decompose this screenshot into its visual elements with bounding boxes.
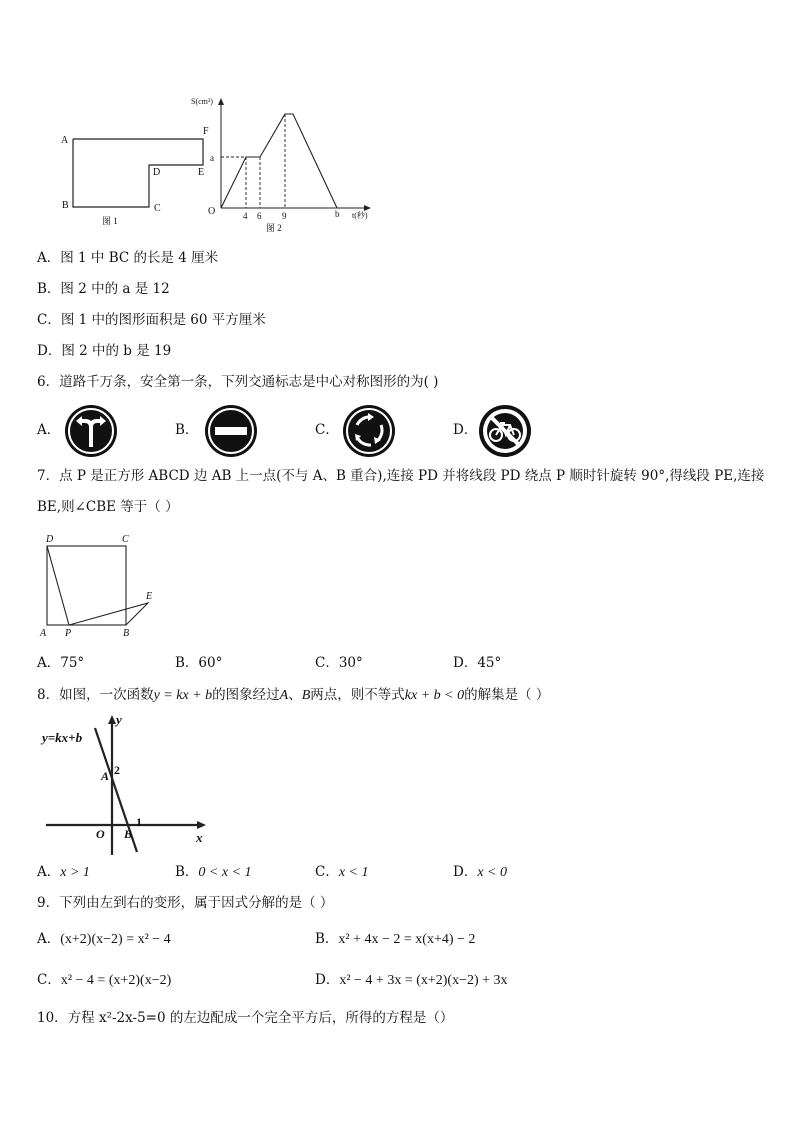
- q8-stem-func: y = kx + b: [153, 688, 213, 703]
- q8-stem-prefix: 8．如图，一次函数: [37, 687, 154, 703]
- q8-linear-graph: [40, 710, 215, 860]
- q7-option-a[interactable]: A．75°: [37, 655, 85, 671]
- fig2-tick-4: 4: [243, 211, 248, 221]
- q8-point-b: B: [124, 827, 133, 841]
- q8-stem-mid2: 两点，则不等式: [310, 687, 405, 703]
- roundabout-sign-icon[interactable]: [341, 403, 397, 459]
- fig2-b-label: b: [335, 209, 340, 219]
- q9-option-d-expr: x² − 4 + 3x = (x+2)(x−2) + 3x: [339, 973, 508, 988]
- q8-y-intercept: 2: [114, 763, 120, 777]
- q7-stem-line1: 7．点 P 是正方形 ABCD 边 AB 上一点(不与 A、B 重合),连接 PD 并将线段 PD 绕点 P 顺时针旋转 90°,得线段 PE,连接: [37, 468, 765, 484]
- fig1-polygon: [73, 139, 203, 207]
- q7-label-d: D: [46, 534, 54, 545]
- q8-y-label: y: [116, 712, 122, 727]
- q5-option-c[interactable]: C．图 1 中的图形面积是 60 平方厘米: [37, 312, 266, 328]
- q9-option-b-letter: B．: [315, 931, 339, 947]
- q9-option-c-expr: x² − 4 = (x+2)(x−2): [60, 973, 172, 988]
- q6-stem: 6．道路千万条，安全第一条，下列交通标志是中心对称图形的为( ): [37, 374, 439, 390]
- fig1-caption: 图 1: [102, 216, 118, 226]
- q9-option-b-expr: x² + 4x − 2 = x(x+4) − 2: [338, 932, 476, 947]
- fig2-origin: O: [208, 206, 216, 217]
- q8-option-c-letter: C．: [315, 864, 339, 880]
- q8-origin: O: [96, 827, 105, 841]
- q6-option-c-letter: C．: [315, 422, 339, 438]
- q8-option-c[interactable]: [315, 863, 369, 882]
- q10-stem: 10．方程 x²-2x-5=0 的左边配成一个完全平方后，所得的方程是（）: [37, 1010, 454, 1026]
- fig1-label-c: C: [154, 203, 161, 214]
- q5-option-a[interactable]: A．图 1 中 BC 的长是 4 厘米: [37, 250, 219, 266]
- q8-stem-point-b: B: [301, 688, 311, 703]
- q8-line-label: y=kx+b: [42, 730, 83, 745]
- q8-option-c-expr: x < 1: [338, 865, 369, 880]
- fig2-y-axis-label: S(cm²): [191, 97, 213, 106]
- q7-label-b: B: [123, 628, 130, 639]
- q7-label-p: P: [65, 628, 72, 639]
- no-bicycle-sign-icon[interactable]: [477, 403, 533, 459]
- q7-stem-line2: BE,则∠CBE 等于（ ）: [37, 499, 179, 515]
- q9-option-a-expr: (x+2)(x−2) = x² − 4: [60, 932, 171, 947]
- fig1-label-b: B: [62, 200, 69, 211]
- q9-option-b[interactable]: [315, 930, 475, 949]
- q8-option-d[interactable]: [453, 863, 507, 882]
- q8-option-d-letter: D．: [453, 864, 478, 880]
- q8-y-arrow: [108, 715, 116, 724]
- fig2-caption: 图 2: [266, 223, 282, 233]
- q8-option-a[interactable]: [37, 863, 90, 882]
- q8-option-b[interactable]: [175, 863, 252, 882]
- q8-option-d-expr: x < 0: [477, 865, 507, 880]
- q9-option-a[interactable]: [37, 930, 171, 949]
- q8-option-a-expr: x > 1: [60, 865, 90, 880]
- q8-stem-point-a: A: [279, 688, 289, 703]
- q7-label-a: A: [40, 628, 47, 639]
- q8-stem: [37, 686, 549, 705]
- fig2-tick-6: 6: [257, 211, 262, 221]
- fig1-label-d: D: [153, 167, 161, 178]
- fig1-label-e: E: [198, 167, 205, 178]
- q9-stem: 9．下列由左到右的变形，属于因式分解的是（ ）: [37, 895, 334, 911]
- q9-option-c-letter: C．: [37, 972, 61, 988]
- q8-option-b-letter: B．: [175, 864, 199, 880]
- q6-option-b-letter: B．: [175, 422, 199, 438]
- q8-stem-mid: 的图象经过: [212, 687, 280, 703]
- fig2-tick-9: 9: [282, 211, 287, 221]
- q8-option-a-letter: A．: [37, 864, 61, 880]
- fig2-x-axis-label: t(秒): [352, 211, 368, 220]
- q9-option-a-letter: A．: [37, 931, 61, 947]
- fig2-y-arrow: [218, 98, 224, 105]
- q8-x-label: x: [196, 830, 203, 845]
- fig1-label-f: F: [203, 126, 209, 137]
- q8-point-a: A: [101, 769, 110, 783]
- q8-x-intercept: 1: [136, 815, 142, 829]
- q8-x-arrow: [197, 821, 206, 829]
- q6-option-a-letter: A．: [37, 422, 61, 438]
- q7-square-figure: [37, 530, 162, 640]
- q8-stem-ineq: kx + b < 0: [404, 688, 465, 703]
- q7-option-c[interactable]: C．30°: [315, 655, 363, 671]
- fig1-label-a: A: [61, 135, 69, 146]
- no-entry-sign-icon[interactable]: [203, 403, 259, 459]
- q9-option-d-letter: D．: [315, 972, 340, 988]
- fig2-a-label: a: [210, 153, 214, 163]
- q7-label-e: E: [146, 591, 153, 602]
- q8-stem-suffix: 的解集是（ ）: [464, 687, 550, 703]
- q7-label-c: C: [122, 534, 129, 545]
- turn-left-right-sign-icon[interactable]: [63, 403, 119, 459]
- q8-stem-sep: 、: [288, 687, 302, 703]
- q7-option-b[interactable]: B．60°: [175, 655, 223, 671]
- q8-option-b-expr: 0 < x < 1: [198, 865, 252, 880]
- q6-option-d-letter: D．: [453, 422, 478, 438]
- q9-option-c[interactable]: [37, 971, 171, 990]
- q9-option-d[interactable]: [315, 971, 508, 990]
- q5-figures: [55, 90, 385, 240]
- q5-option-d[interactable]: D．图 2 中的 b 是 19: [37, 343, 172, 359]
- fig2-area-curve: [221, 114, 337, 208]
- q5-option-b[interactable]: B．图 2 中的 a 是 12: [37, 281, 170, 297]
- q7-option-d[interactable]: D．45°: [453, 655, 502, 671]
